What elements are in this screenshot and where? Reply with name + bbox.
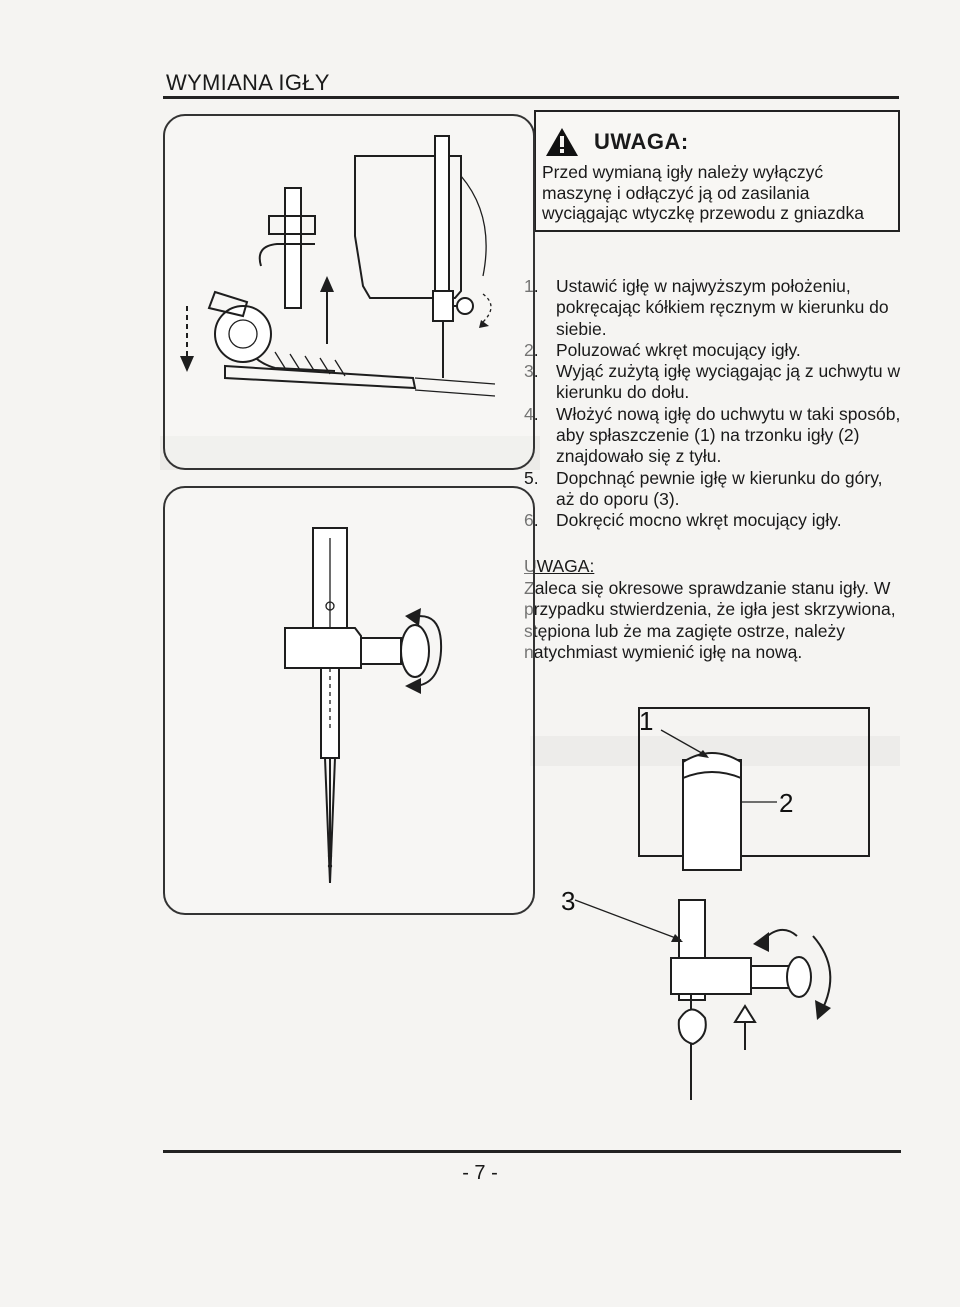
note-title: UWAGA: xyxy=(524,556,595,576)
instruction-step xyxy=(524,404,904,468)
instruction-list xyxy=(524,276,904,532)
needle-bar xyxy=(435,136,449,296)
step-text: Dokręcić mocno wkręt mocujący igły. xyxy=(556,510,842,531)
maintenance-note xyxy=(524,556,904,664)
figure-needle-insert xyxy=(163,486,535,915)
warning-text xyxy=(542,162,894,224)
warning-title: UWAGA: xyxy=(594,129,689,154)
clamp-screw xyxy=(457,298,473,314)
rotation-arrow-head-top xyxy=(405,608,421,626)
needle-orientation-illustration xyxy=(531,700,900,1120)
warning-title-row xyxy=(544,122,689,162)
needle-insert-illustration xyxy=(165,488,533,913)
rotation-arrow-head-bottom xyxy=(405,678,421,694)
step-number: 3. xyxy=(524,361,539,382)
step-number: 6. xyxy=(524,510,539,531)
step-text: Ustawić igłę w najwyższym położeniu, pokręcając kółkiem ręcznym w kierunku do siebie. xyxy=(556,276,889,339)
needle-shank xyxy=(321,668,339,758)
warning-box xyxy=(534,110,900,232)
needle-clamp xyxy=(671,958,751,994)
instruction-step xyxy=(524,276,904,340)
step-text: Wyjąć zużytą igłę wyciągając ją z uchwytu w kierunku do dołu. xyxy=(556,361,901,403)
clamp-screw-head xyxy=(401,625,429,677)
figure-needle-clamp-overview xyxy=(163,114,535,470)
instruction-step xyxy=(524,340,904,361)
footer-rule xyxy=(163,1150,901,1153)
callout-1: 1 xyxy=(639,706,654,736)
callout-2: 2 xyxy=(779,788,794,818)
needle-clamp xyxy=(433,291,453,321)
instruction-step xyxy=(524,361,904,404)
needle-clamp xyxy=(285,628,361,668)
down-arrow-head xyxy=(180,356,194,372)
clamp-screw-head xyxy=(787,957,811,997)
callout-3-leader xyxy=(575,900,681,940)
page-title: WYMIANA IGŁY xyxy=(166,70,330,95)
presser-bar xyxy=(285,188,301,308)
warning-line: Przed wymianą igły należy wyłączyć xyxy=(542,162,824,182)
step-text: Poluzować wkręt mocujący igły. xyxy=(556,339,801,360)
callout-1-leader xyxy=(661,730,707,756)
note-text: Zaleca się okresowe sprawdzanie stanu igły. W przypadku stwierdzenia, że igła jest skrzywiona, stępiona lub że ma zagięte ostrze, należy natychmiast wymienić igłę na nową. xyxy=(524,577,896,662)
needle-clamp-illustration xyxy=(165,116,533,468)
step-text: Włożyć nową igłę do uchwytu w taki sposób, aby spłaszczenie (1) na trzonku igły (2) znajdowało się z tyłu. xyxy=(556,403,901,467)
up-arrow-head xyxy=(320,276,334,292)
callout-3: 3 xyxy=(561,886,576,916)
instruction-step xyxy=(524,510,904,531)
warning-line: wyciągając wtyczkę przewodu z gniazdka xyxy=(542,203,864,223)
finger-tip xyxy=(679,1009,706,1044)
header-rule xyxy=(163,96,899,99)
step-number: 2. xyxy=(524,339,539,360)
figure-needle-orientation xyxy=(531,700,900,1120)
detail-inset-frame xyxy=(639,708,869,856)
warning-line: maszynę i odłączyć ją od zasilania xyxy=(542,182,810,203)
step-text: Dopchnąć pewnie igłę w kierunku do góry, aż do oporu (3). xyxy=(556,467,883,509)
step-number: 4. xyxy=(524,403,539,424)
warning-triangle-icon xyxy=(544,126,580,158)
page-number: - 7 - xyxy=(462,1162,498,1184)
needle-shank-detail xyxy=(683,760,741,870)
push-up-arrow-head xyxy=(735,1006,755,1022)
step-number: 5. xyxy=(524,467,539,488)
clamp-screw-shank xyxy=(751,966,789,988)
clamp-screw-shank xyxy=(361,638,401,664)
instruction-step xyxy=(524,468,904,511)
step-number: 1. xyxy=(524,276,539,296)
